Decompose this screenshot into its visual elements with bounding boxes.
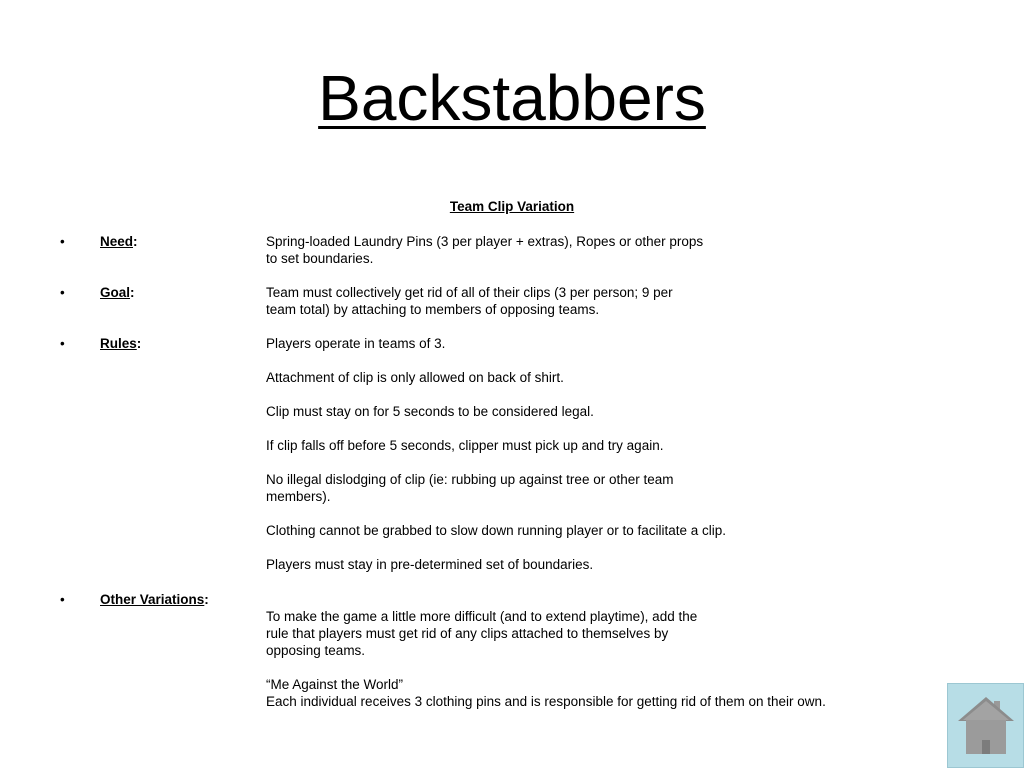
variation-text-line: To make the game a little more difficult (and to extend playtime), add the	[266, 609, 698, 624]
label-goal: Goal:	[100, 285, 135, 300]
variation-text-line: rule that players must get rid of any clips attached to themselves by	[266, 626, 669, 641]
rule-item: Players must stay in pre-determined set of boundaries.	[266, 557, 594, 572]
bullet-rules: •	[60, 336, 65, 351]
bullet-goal: •	[60, 285, 65, 300]
rule-item: members).	[266, 489, 331, 504]
rule-item: Clothing cannot be grabbed to slow down running player or to facilitate a clip.	[266, 523, 727, 538]
label-need: Need:	[100, 234, 138, 249]
home-icon	[954, 693, 1018, 757]
rule-item: Attachment of clip is only allowed on back of shirt.	[266, 370, 564, 385]
slide-subtitle: Team Clip Variation	[449, 199, 575, 214]
rule-item: Clip must stay on for 5 seconds to be considered legal.	[266, 404, 594, 419]
label-other-variations: Other Variations:	[100, 592, 209, 607]
bullet-need: •	[60, 234, 65, 249]
goal-text-line: Team must collectively get rid of all of their clips (3 per person; 9 per	[266, 285, 673, 300]
variation-text-line: Each individual receives 3 clothing pins and is responsible for getting rid of them on their own.	[266, 694, 826, 709]
bullet-other-variations: •	[60, 592, 65, 607]
slide-title: Backstabbers	[318, 62, 706, 134]
rule-item: If clip falls off before 5 seconds, clipper must pick up and try again.	[266, 438, 664, 453]
variation-text-line: “Me Against the World”	[266, 677, 404, 692]
home-button[interactable]	[947, 683, 1024, 768]
need-text-line: Spring-loaded Laundry Pins (3 per player + extras), Ropes or other props	[266, 234, 704, 249]
goal-text-line: team total) by attaching to members of opposing teams.	[266, 302, 600, 317]
variation-text-line: opposing teams.	[266, 643, 366, 658]
rule-item: Players operate in teams of 3.	[266, 336, 446, 351]
label-rules: Rules:	[100, 336, 142, 351]
rule-item: No illegal dislodging of clip (ie: rubbing up against tree or other team	[266, 472, 674, 487]
need-text-line: to set boundaries.	[266, 251, 374, 266]
